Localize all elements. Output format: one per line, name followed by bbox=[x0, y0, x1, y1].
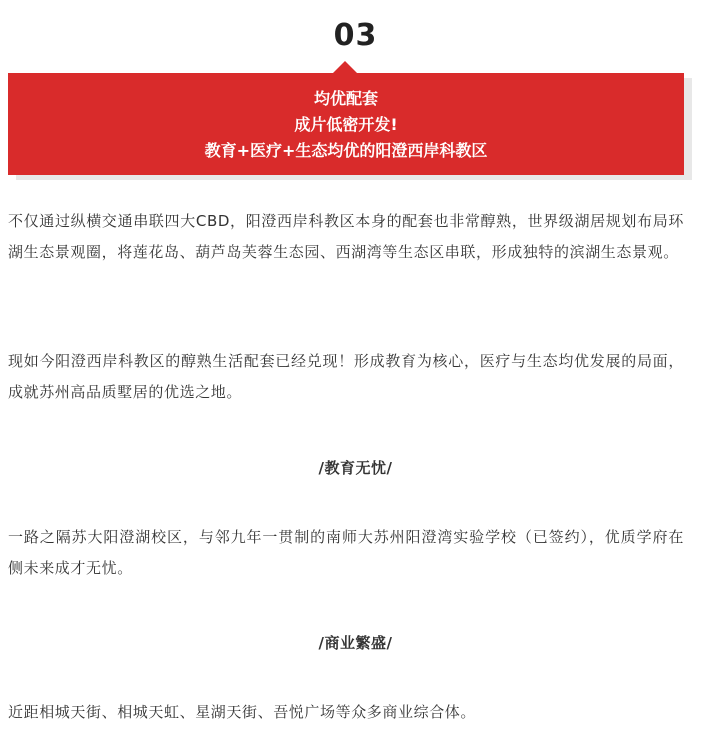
subheading-education: /教育无忧/ bbox=[318, 459, 393, 477]
paragraph-ecology: 不仅通过纵横交通串联四大CBD，阳澄西岸科教区本身的配套也非常醇熟，世界级湖居规划布局环湖生态景观圈，将莲花岛、葫芦岛芙蓉生态园、西湖湾等生态区串联，形成独特的滨湖生态景观。 bbox=[8, 212, 684, 261]
paragraph-living: 现如今阳澄西岸科教区的醇熟生活配套已经兑现！形成教育为核心，医疗与生态均优发展的局面，成就苏州高品质墅居的优选之地。 bbox=[8, 352, 684, 401]
banner-text bbox=[8, 86, 684, 164]
paragraph-commerce: 近距相城天街、相城天虹、星湖天街、吾悦广场等众多商业综合体。 bbox=[8, 703, 477, 721]
banner-title-line-3: 教育+医疗+生态均优的阳澄西岸科教区 bbox=[204, 141, 488, 160]
subheading-commerce: /商业繁盛/ bbox=[318, 634, 393, 652]
banner-title-line-1: 均优配套 bbox=[313, 89, 378, 108]
banner-title-line-2: 成片低密开发! bbox=[294, 115, 398, 134]
section-number: 03 bbox=[333, 18, 378, 53]
paragraph-education: 一路之隔苏大阳澄湖校区，与邻九年一贯制的南师大苏州阳澄湾实验学校（已签约），优质学府在侧未来成才无忧。 bbox=[8, 528, 684, 577]
